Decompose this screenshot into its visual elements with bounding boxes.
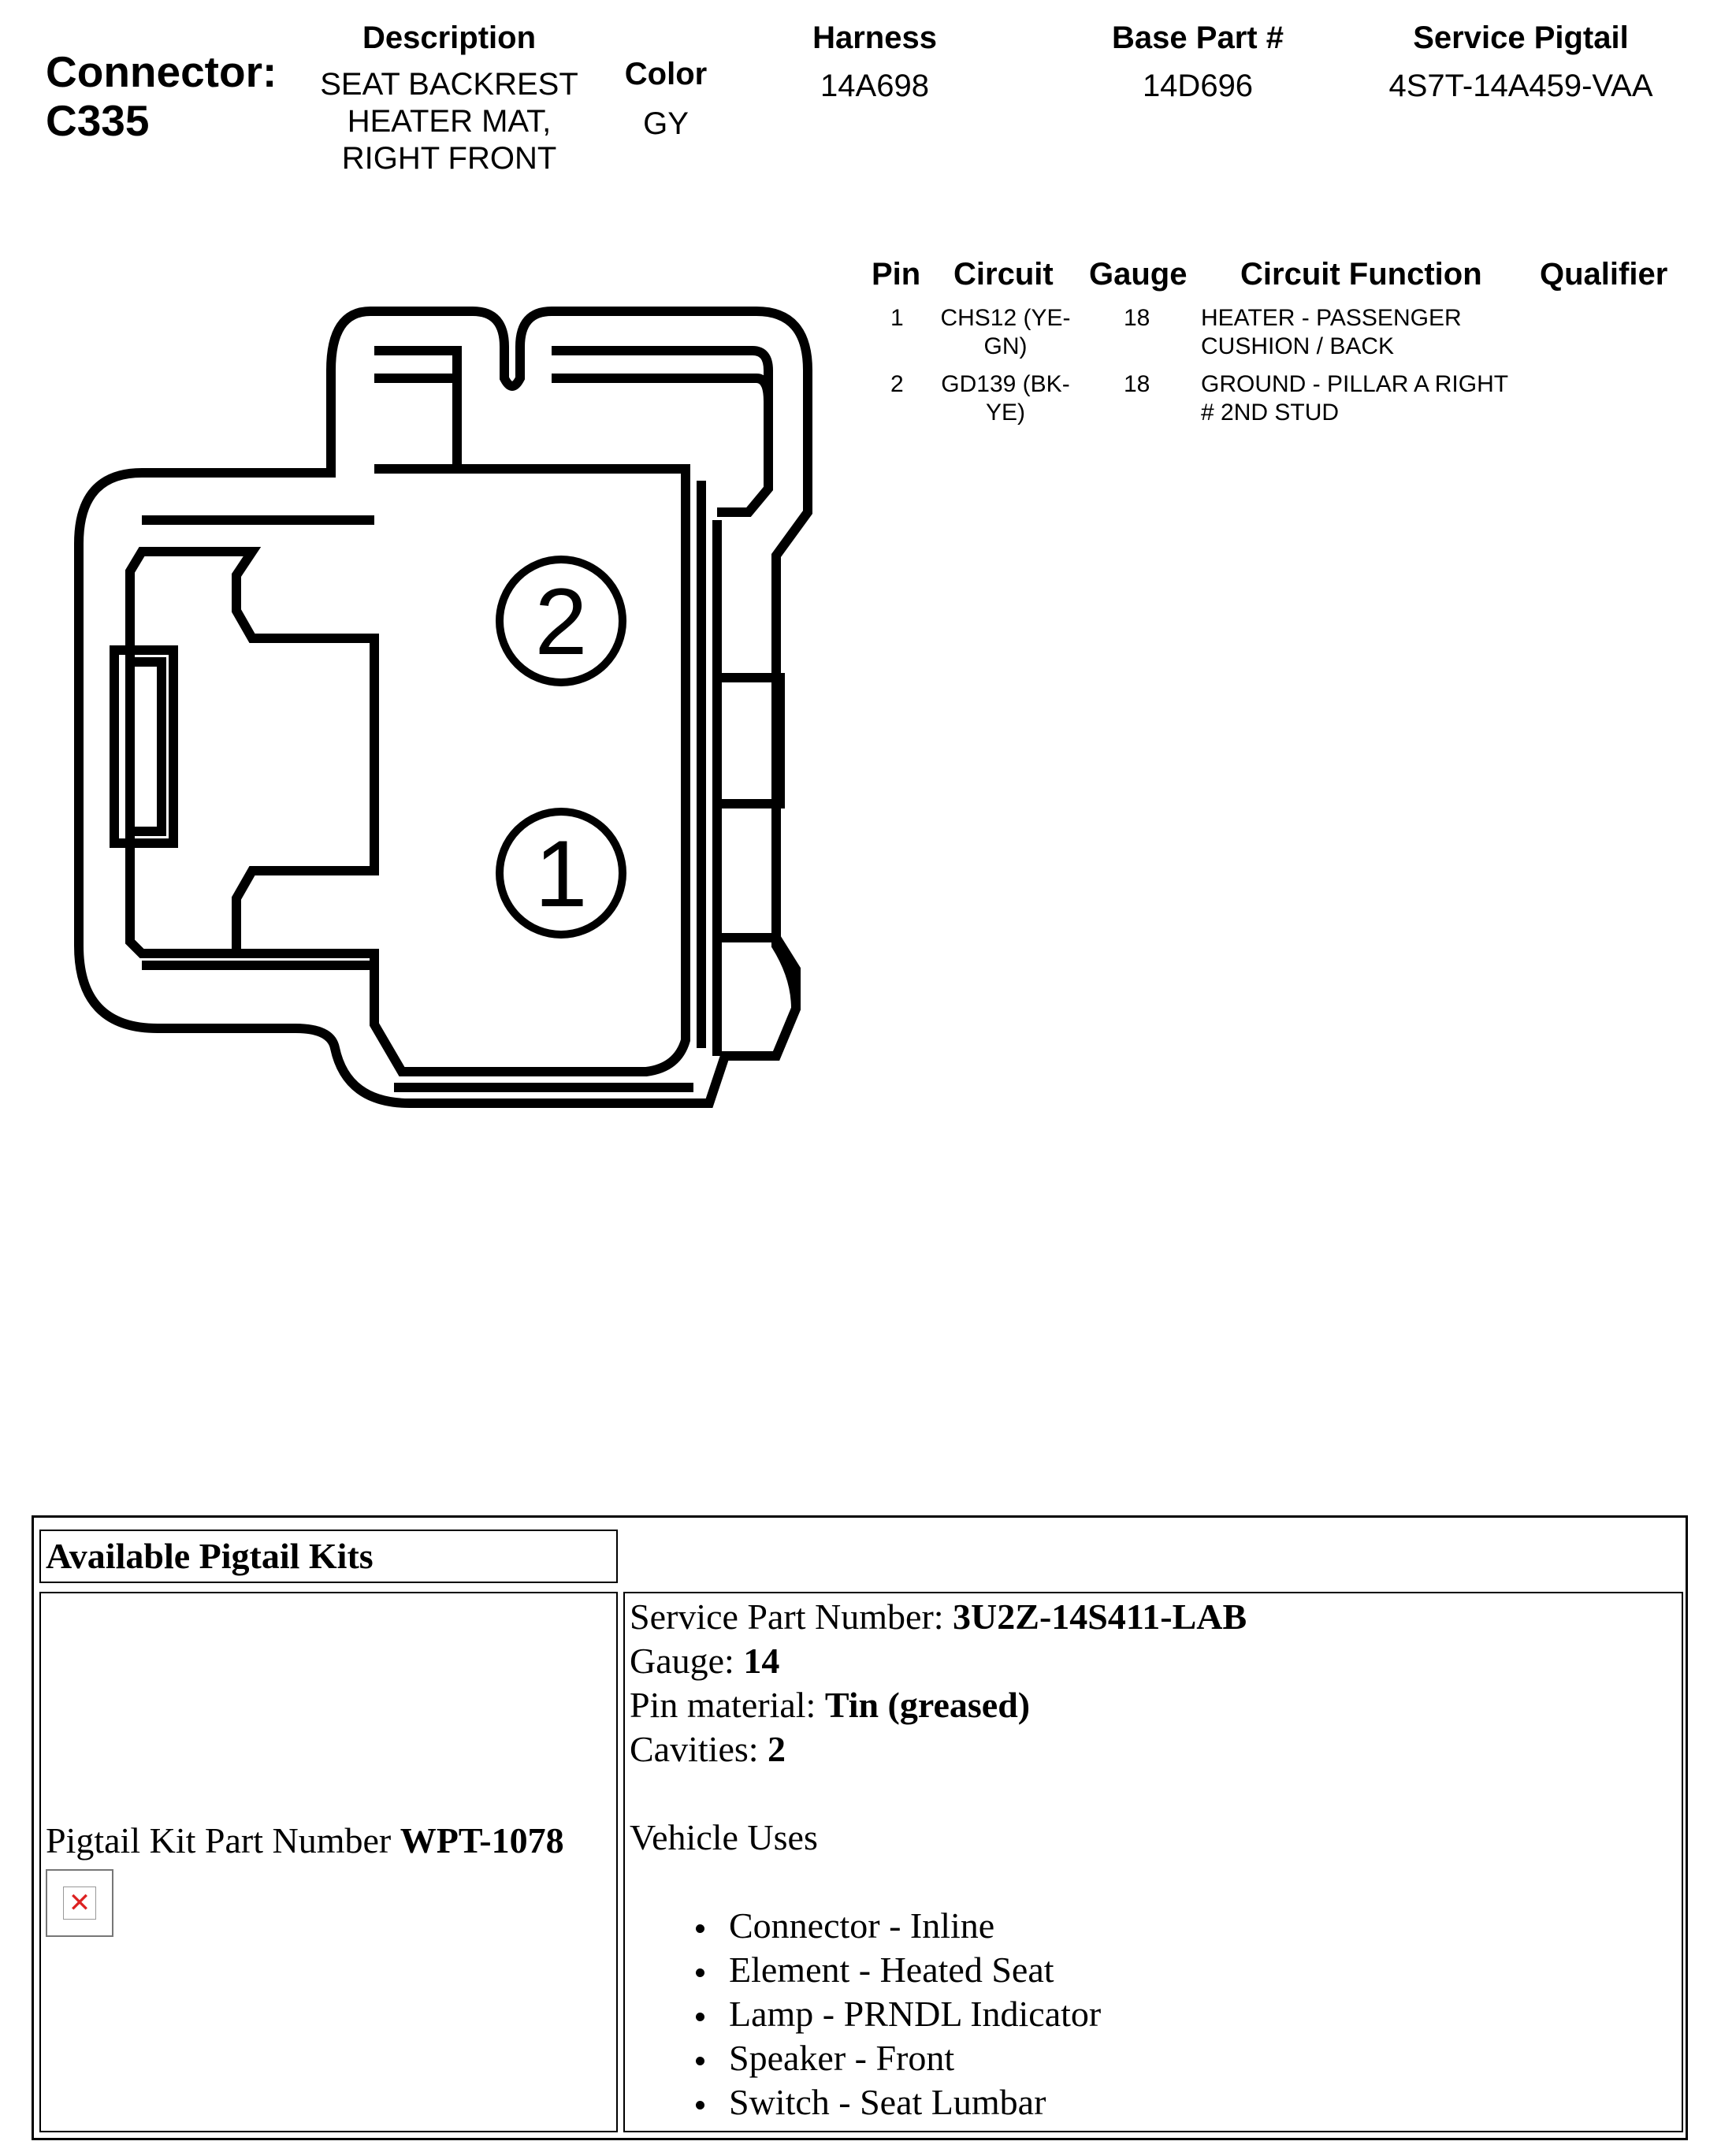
gauge-label: Gauge: bbox=[630, 1641, 744, 1681]
list-item: Switch - Seat Lumbar bbox=[729, 2080, 1677, 2124]
upper-left-tab bbox=[374, 378, 457, 465]
circuit-line: YE) bbox=[985, 400, 1025, 426]
service-part-label: Service Part Number: bbox=[630, 1597, 953, 1637]
vehicle-uses-heading: Vehicle Uses bbox=[630, 1817, 818, 1857]
base-part-value: 14D696 bbox=[1142, 69, 1254, 103]
gauge-cell: 18 bbox=[1124, 305, 1150, 331]
connector-label: Connector: bbox=[46, 47, 277, 96]
service-part-number-line bbox=[630, 1595, 1677, 1639]
circuit-cell bbox=[927, 304, 1084, 361]
pigtail-details-cell bbox=[623, 1592, 1683, 2132]
pin-column-header: Pin bbox=[872, 257, 921, 292]
pigtail-kit-part-number bbox=[46, 1819, 564, 1863]
right-latch-tab bbox=[717, 678, 780, 804]
broken-image-placeholder bbox=[46, 1869, 113, 1937]
pin-cavity-1 bbox=[500, 812, 623, 935]
function-line: HEATER - PASSENGER bbox=[1201, 305, 1462, 331]
pin-1-label: 1 bbox=[534, 821, 588, 927]
color-value: GY bbox=[643, 106, 689, 141]
lower-right-notch bbox=[717, 938, 796, 1056]
kit-value: WPT-1078 bbox=[400, 1820, 564, 1860]
pin-material-line bbox=[630, 1683, 1677, 1727]
service-pigtail-value: 4S7T-14A459-VAA bbox=[1388, 69, 1653, 103]
cavities-value: 2 bbox=[768, 1729, 786, 1769]
function-line: GROUND - PILLAR A RIGHT bbox=[1201, 371, 1509, 397]
gauge-value: 14 bbox=[743, 1641, 780, 1681]
connector-body bbox=[130, 469, 686, 1072]
connector-face-diagram bbox=[0, 0, 851, 1150]
gauge-column-header: Gauge bbox=[1089, 257, 1188, 292]
service-pigtail-header: Service Pigtail bbox=[1413, 20, 1629, 55]
circuit-cell bbox=[927, 370, 1084, 427]
gauge-cell: 18 bbox=[1124, 371, 1150, 397]
pin-material-label: Pin material: bbox=[630, 1685, 825, 1725]
description-header: Description bbox=[362, 20, 537, 55]
circuit-line: GN) bbox=[983, 333, 1028, 359]
pigtail-title-cell bbox=[39, 1530, 618, 1583]
list-item: Lamp - PRNDL Indicator bbox=[729, 1992, 1677, 2036]
circuit-column-header: Circuit bbox=[953, 257, 1054, 292]
pin-number: 2 bbox=[890, 371, 904, 397]
connector-id: C335 bbox=[46, 96, 150, 145]
harness-header: Harness bbox=[812, 20, 937, 55]
vehicle-uses-list bbox=[630, 1904, 1677, 2124]
pin-material-value: Tin (greased) bbox=[824, 1685, 1031, 1725]
harness-value: 14A698 bbox=[820, 69, 929, 103]
inner-rail bbox=[142, 481, 717, 1087]
kit-label: Pigtail Kit Part Number bbox=[46, 1820, 400, 1860]
base-part-header: Base Part # bbox=[1112, 20, 1284, 55]
function-line: # 2ND STUD bbox=[1201, 400, 1340, 426]
gauge-line bbox=[630, 1639, 1677, 1683]
circuit-line: GD139 (BK- bbox=[941, 371, 1070, 397]
left-latch-tab-inner bbox=[130, 662, 162, 831]
pigtail-kit-cell bbox=[39, 1592, 618, 2132]
pigtail-title: Available Pigtail Kits bbox=[46, 1536, 374, 1576]
description-line: SEAT BACKREST bbox=[320, 67, 578, 102]
qualifier-column-header: Qualifier bbox=[1540, 257, 1668, 292]
list-item: Element - Heated Seat bbox=[729, 1948, 1677, 1992]
pin-2-label: 2 bbox=[534, 569, 588, 675]
cavities-label: Cavities: bbox=[630, 1729, 768, 1769]
list-item: Connector - Inline bbox=[729, 1904, 1677, 1948]
cavities-line bbox=[630, 1727, 1677, 1771]
list-item: Speaker - Front bbox=[729, 2036, 1677, 2080]
function-line: CUSHION / BACK bbox=[1201, 333, 1395, 359]
function-cell bbox=[1201, 370, 1563, 427]
description-line: HEATER MAT, bbox=[347, 104, 552, 139]
color-header: Color bbox=[624, 57, 708, 91]
function-cell bbox=[1201, 304, 1563, 361]
description-line: RIGHT FRONT bbox=[341, 141, 557, 176]
function-column-header: Circuit Function bbox=[1240, 257, 1482, 292]
circuit-line: CHS12 (YE- bbox=[940, 305, 1071, 331]
pigtail-kits-table bbox=[32, 1515, 1688, 2140]
pin-number: 1 bbox=[890, 305, 904, 331]
service-part-value: 3U2Z-14S411-LAB bbox=[953, 1597, 1247, 1637]
pin-cavity-2 bbox=[500, 559, 623, 682]
broken-image-icon: ✕ bbox=[63, 1886, 96, 1920]
